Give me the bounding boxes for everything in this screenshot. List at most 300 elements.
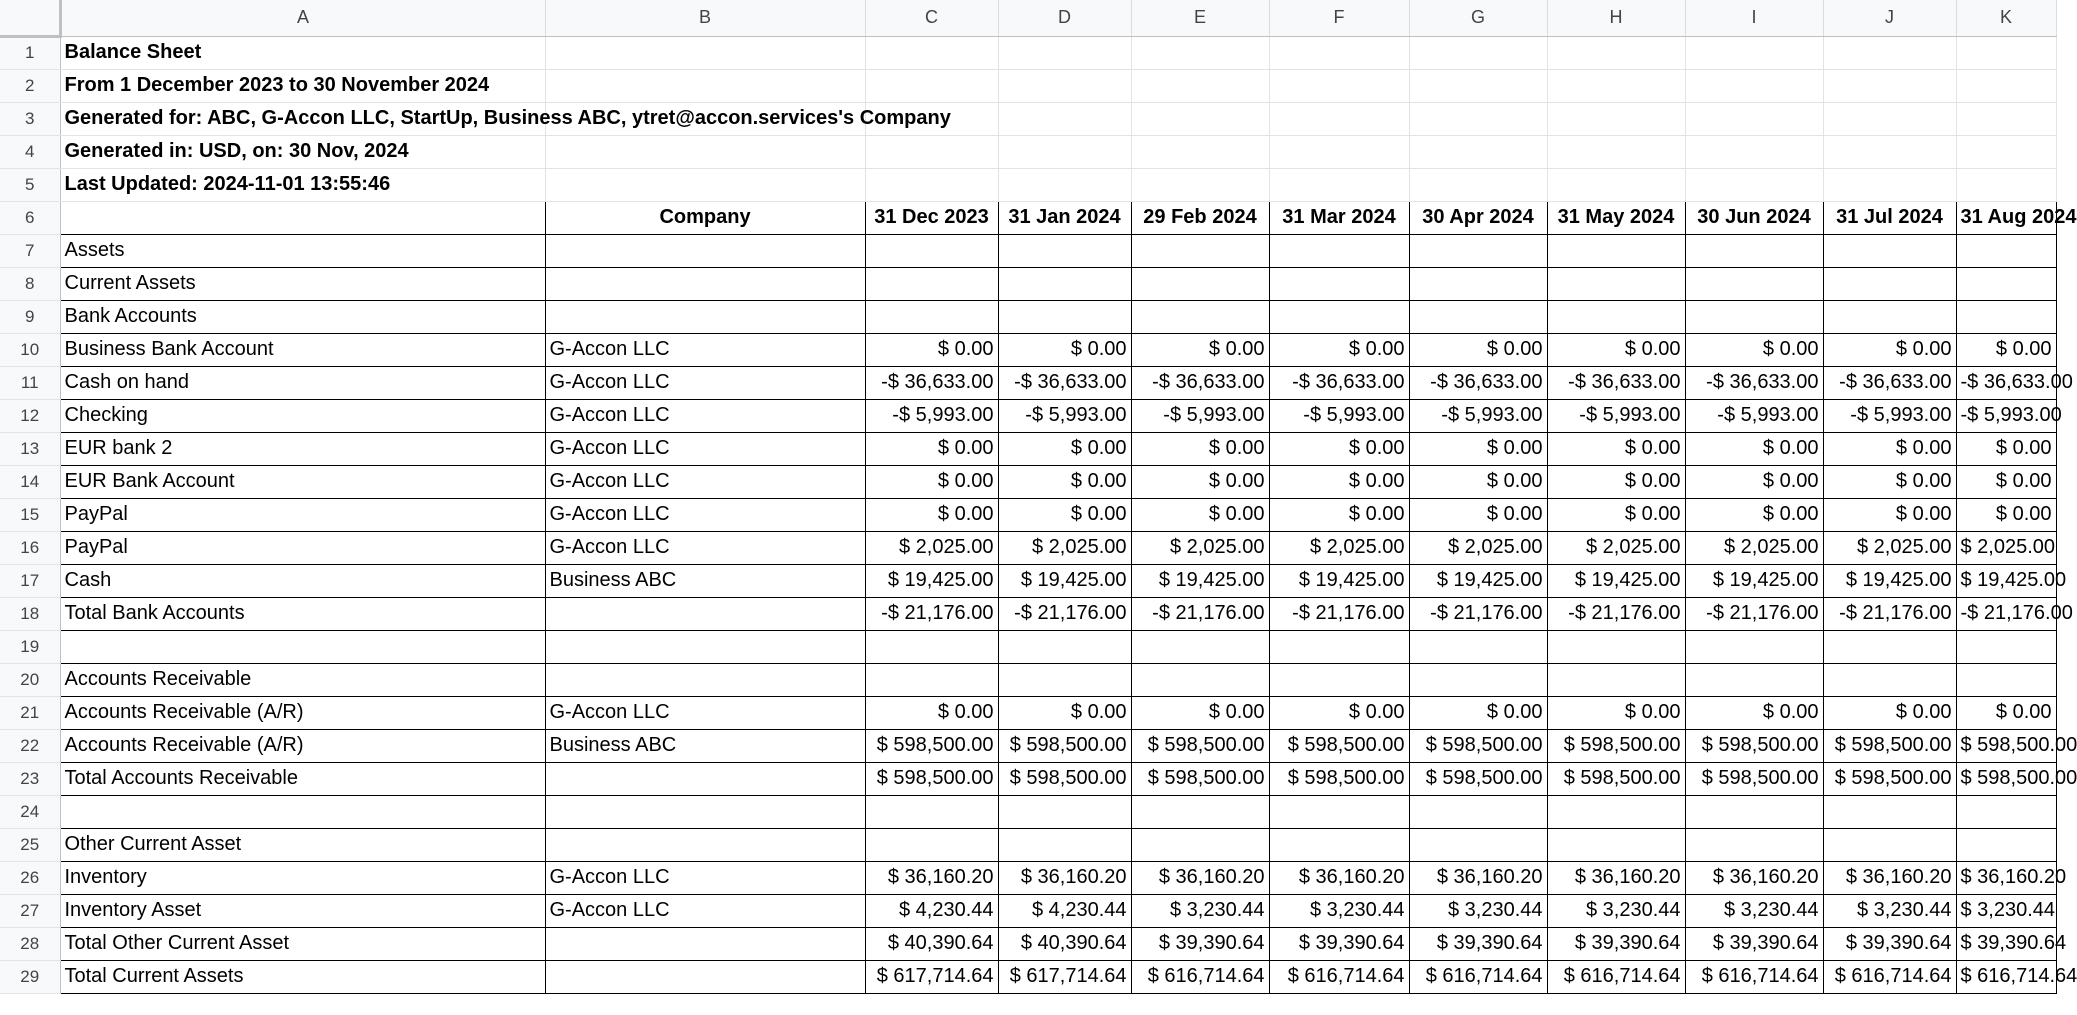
account-name-cell[interactable]: Accounts Receivable (A/R) xyxy=(60,696,545,729)
empty-cell[interactable] xyxy=(1409,102,1547,135)
amount-cell[interactable]: $ 0.00 xyxy=(1131,498,1269,531)
amount-cell[interactable] xyxy=(1547,795,1685,828)
account-name-cell[interactable]: PayPal xyxy=(60,531,545,564)
empty-cell[interactable] xyxy=(865,36,998,69)
amount-cell[interactable]: $ 2,025.00 xyxy=(1409,531,1547,564)
row-number[interactable]: 3 xyxy=(0,102,60,135)
amount-cell[interactable]: $ 598,500.00 xyxy=(1547,729,1685,762)
account-name-cell[interactable]: Accounts Receivable (A/R) xyxy=(60,729,545,762)
amount-cell[interactable] xyxy=(1269,267,1409,300)
company-cell[interactable] xyxy=(545,828,865,861)
amount-cell[interactable]: -$ 21,176.00 xyxy=(1685,597,1823,630)
amount-cell[interactable]: -$ 36,633.00 xyxy=(1131,366,1269,399)
amount-cell[interactable]: $ 19,425.00 xyxy=(998,564,1131,597)
amount-cell[interactable]: $ 616,714.64 xyxy=(1269,960,1409,993)
amount-cell[interactable]: $ 598,500.00 xyxy=(865,762,998,795)
amount-cell[interactable] xyxy=(1269,300,1409,333)
amount-cell[interactable]: $ 36,160.20 xyxy=(998,861,1131,894)
amount-cell[interactable] xyxy=(1956,630,2056,663)
amount-cell[interactable]: $ 36,160.20 xyxy=(1956,861,2056,894)
report-header-cell[interactable]: Last Updated: 2024-11-01 13:55:46 xyxy=(60,168,545,201)
row-number[interactable]: 14 xyxy=(0,465,60,498)
account-name-cell[interactable]: Cash xyxy=(60,564,545,597)
amount-cell[interactable]: $ 598,500.00 xyxy=(1956,729,2056,762)
amount-cell[interactable] xyxy=(1823,234,1956,267)
company-cell[interactable]: G-Accon LLC xyxy=(545,399,865,432)
amount-cell[interactable] xyxy=(1409,663,1547,696)
amount-cell[interactable] xyxy=(1956,663,2056,696)
amount-cell[interactable]: $ 616,714.64 xyxy=(1685,960,1823,993)
company-cell[interactable] xyxy=(545,663,865,696)
row-number[interactable]: 16 xyxy=(0,531,60,564)
company-cell[interactable] xyxy=(545,300,865,333)
amount-cell[interactable]: $ 0.00 xyxy=(1409,465,1547,498)
company-cell[interactable] xyxy=(545,795,865,828)
empty-cell[interactable] xyxy=(998,102,1131,135)
amount-cell[interactable]: -$ 36,633.00 xyxy=(865,366,998,399)
row-number[interactable]: 29 xyxy=(0,960,60,993)
amount-cell[interactable]: $ 4,230.44 xyxy=(865,894,998,927)
amount-cell[interactable]: $ 617,714.64 xyxy=(865,960,998,993)
account-name-cell[interactable]: PayPal xyxy=(60,498,545,531)
empty-cell[interactable] xyxy=(998,135,1131,168)
amount-cell[interactable]: $ 0.00 xyxy=(1956,498,2056,531)
header-cell-month[interactable]: 31 Jan 2024 xyxy=(998,201,1131,234)
empty-cell[interactable] xyxy=(1547,102,1685,135)
select-all-corner[interactable] xyxy=(0,0,60,36)
row-number[interactable]: 5 xyxy=(0,168,60,201)
amount-cell[interactable] xyxy=(865,267,998,300)
amount-cell[interactable]: $ 0.00 xyxy=(1409,432,1547,465)
row-number[interactable]: 13 xyxy=(0,432,60,465)
amount-cell[interactable]: -$ 36,633.00 xyxy=(998,366,1131,399)
amount-cell[interactable]: $ 598,500.00 xyxy=(1547,762,1685,795)
amount-cell[interactable]: $ 598,500.00 xyxy=(998,762,1131,795)
amount-cell[interactable]: $ 0.00 xyxy=(1547,333,1685,366)
empty-cell[interactable] xyxy=(1685,36,1823,69)
amount-cell[interactable]: $ 0.00 xyxy=(1547,465,1685,498)
amount-cell[interactable]: $ 19,425.00 xyxy=(1956,564,2056,597)
company-cell[interactable]: Business ABC xyxy=(545,729,865,762)
company-cell[interactable] xyxy=(545,960,865,993)
amount-cell[interactable] xyxy=(1956,300,2056,333)
header-cell-account[interactable] xyxy=(60,201,545,234)
amount-cell[interactable] xyxy=(1547,234,1685,267)
amount-cell[interactable]: $ 36,160.20 xyxy=(1409,861,1547,894)
empty-cell[interactable] xyxy=(1685,168,1823,201)
amount-cell[interactable]: $ 598,500.00 xyxy=(1131,762,1269,795)
empty-cell[interactable] xyxy=(998,69,1131,102)
header-cell-month[interactable]: 29 Feb 2024 xyxy=(1131,201,1269,234)
amount-cell[interactable]: $ 598,500.00 xyxy=(865,729,998,762)
amount-cell[interactable]: $ 0.00 xyxy=(1409,333,1547,366)
empty-cell[interactable] xyxy=(1823,135,1956,168)
empty-cell[interactable] xyxy=(1547,135,1685,168)
empty-cell[interactable] xyxy=(1269,69,1409,102)
row-number[interactable]: 19 xyxy=(0,630,60,663)
empty-cell[interactable] xyxy=(1956,102,2056,135)
company-cell[interactable]: G-Accon LLC xyxy=(545,498,865,531)
row-number[interactable]: 4 xyxy=(0,135,60,168)
account-name-cell[interactable]: Checking xyxy=(60,399,545,432)
amount-cell[interactable]: $ 0.00 xyxy=(1823,465,1956,498)
amount-cell[interactable] xyxy=(1685,630,1823,663)
amount-cell[interactable] xyxy=(1409,300,1547,333)
account-name-cell[interactable]: Current Assets xyxy=(60,267,545,300)
amount-cell[interactable] xyxy=(1131,267,1269,300)
row-number[interactable]: 11 xyxy=(0,366,60,399)
amount-cell[interactable]: $ 616,714.64 xyxy=(1823,960,1956,993)
row-number[interactable]: 2 xyxy=(0,69,60,102)
amount-cell[interactable] xyxy=(1269,795,1409,828)
row-number[interactable]: 20 xyxy=(0,663,60,696)
column-header-h[interactable]: H xyxy=(1547,0,1685,36)
amount-cell[interactable]: $ 0.00 xyxy=(865,333,998,366)
amount-cell[interactable]: $ 598,500.00 xyxy=(1409,729,1547,762)
amount-cell[interactable]: $ 0.00 xyxy=(1685,432,1823,465)
company-cell[interactable] xyxy=(545,597,865,630)
amount-cell[interactable] xyxy=(1823,630,1956,663)
empty-cell[interactable] xyxy=(1956,168,2056,201)
empty-cell[interactable] xyxy=(1823,168,1956,201)
amount-cell[interactable]: -$ 5,993.00 xyxy=(998,399,1131,432)
amount-cell[interactable]: $ 19,425.00 xyxy=(865,564,998,597)
amount-cell[interactable]: $ 616,714.64 xyxy=(1956,960,2056,993)
amount-cell[interactable] xyxy=(1131,795,1269,828)
empty-cell[interactable] xyxy=(1823,102,1956,135)
account-name-cell[interactable]: Accounts Receivable xyxy=(60,663,545,696)
amount-cell[interactable] xyxy=(1409,630,1547,663)
amount-cell[interactable] xyxy=(1685,663,1823,696)
company-cell[interactable]: Business ABC xyxy=(545,564,865,597)
row-number[interactable]: 7 xyxy=(0,234,60,267)
amount-cell[interactable]: $ 39,390.64 xyxy=(1823,927,1956,960)
empty-cell[interactable] xyxy=(1685,102,1823,135)
account-name-cell[interactable]: Other Current Asset xyxy=(60,828,545,861)
amount-cell[interactable]: $ 0.00 xyxy=(998,432,1131,465)
amount-cell[interactable]: $ 598,500.00 xyxy=(1131,729,1269,762)
column-header-a[interactable]: A xyxy=(60,0,545,36)
row-number[interactable]: 21 xyxy=(0,696,60,729)
empty-cell[interactable] xyxy=(1409,69,1547,102)
header-cell-month[interactable]: 31 Jul 2024 xyxy=(1823,201,1956,234)
header-cell-month[interactable]: 31 Dec 2023 xyxy=(865,201,998,234)
row-number[interactable]: 28 xyxy=(0,927,60,960)
company-cell[interactable]: G-Accon LLC xyxy=(545,465,865,498)
amount-cell[interactable]: $ 19,425.00 xyxy=(1409,564,1547,597)
amount-cell[interactable] xyxy=(1269,234,1409,267)
amount-cell[interactable]: $ 0.00 xyxy=(1547,432,1685,465)
amount-cell[interactable]: -$ 5,993.00 xyxy=(865,399,998,432)
amount-cell[interactable]: -$ 5,993.00 xyxy=(1131,399,1269,432)
amount-cell[interactable] xyxy=(865,663,998,696)
amount-cell[interactable] xyxy=(1685,300,1823,333)
empty-cell[interactable] xyxy=(1823,69,1956,102)
amount-cell[interactable]: $ 0.00 xyxy=(1685,498,1823,531)
amount-cell[interactable]: $ 0.00 xyxy=(865,696,998,729)
amount-cell[interactable] xyxy=(998,234,1131,267)
amount-cell[interactable]: $ 3,230.44 xyxy=(1823,894,1956,927)
amount-cell[interactable]: $ 2,025.00 xyxy=(1823,531,1956,564)
row-number[interactable]: 1 xyxy=(0,36,60,69)
amount-cell[interactable] xyxy=(865,795,998,828)
row-number[interactable]: 10 xyxy=(0,333,60,366)
amount-cell[interactable]: $ 0.00 xyxy=(865,432,998,465)
header-cell-month[interactable]: 30 Apr 2024 xyxy=(1409,201,1547,234)
amount-cell[interactable] xyxy=(1685,234,1823,267)
amount-cell[interactable]: $ 0.00 xyxy=(1823,696,1956,729)
amount-cell[interactable]: $ 39,390.64 xyxy=(1547,927,1685,960)
amount-cell[interactable]: $ 39,390.64 xyxy=(1131,927,1269,960)
amount-cell[interactable]: $ 36,160.20 xyxy=(1685,861,1823,894)
amount-cell[interactable]: $ 3,230.44 xyxy=(1956,894,2056,927)
empty-cell[interactable] xyxy=(1956,135,2056,168)
amount-cell[interactable]: $ 0.00 xyxy=(1823,432,1956,465)
account-name-cell[interactable]: EUR Bank Account xyxy=(60,465,545,498)
amount-cell[interactable] xyxy=(1131,630,1269,663)
report-header-cell[interactable]: Balance Sheet xyxy=(60,36,545,69)
account-name-cell[interactable]: Bank Accounts xyxy=(60,300,545,333)
amount-cell[interactable]: -$ 21,176.00 xyxy=(1956,597,2056,630)
amount-cell[interactable] xyxy=(865,300,998,333)
amount-cell[interactable] xyxy=(1547,630,1685,663)
account-name-cell[interactable]: Business Bank Account xyxy=(60,333,545,366)
empty-cell[interactable] xyxy=(1547,36,1685,69)
empty-cell[interactable] xyxy=(1131,36,1269,69)
amount-cell[interactable] xyxy=(1956,234,2056,267)
company-cell[interactable]: G-Accon LLC xyxy=(545,696,865,729)
amount-cell[interactable] xyxy=(1547,267,1685,300)
amount-cell[interactable]: -$ 5,993.00 xyxy=(1685,399,1823,432)
amount-cell[interactable]: $ 616,714.64 xyxy=(1547,960,1685,993)
amount-cell[interactable]: $ 0.00 xyxy=(998,696,1131,729)
header-cell-month[interactable]: 31 May 2024 xyxy=(1547,201,1685,234)
amount-cell[interactable]: $ 2,025.00 xyxy=(998,531,1131,564)
company-cell[interactable]: G-Accon LLC xyxy=(545,861,865,894)
amount-cell[interactable] xyxy=(998,300,1131,333)
report-header-cell[interactable]: Generated for: ABC, G-Accon LLC, StartUp, Business ABC, ytret@accon.services's Company xyxy=(60,102,545,135)
amount-cell[interactable] xyxy=(1823,663,1956,696)
amount-cell[interactable]: $ 19,425.00 xyxy=(1685,564,1823,597)
amount-cell[interactable]: $ 0.00 xyxy=(865,498,998,531)
amount-cell[interactable]: -$ 21,176.00 xyxy=(998,597,1131,630)
empty-cell[interactable] xyxy=(1269,135,1409,168)
amount-cell[interactable] xyxy=(1685,795,1823,828)
amount-cell[interactable]: $ 598,500.00 xyxy=(1685,729,1823,762)
amount-cell[interactable] xyxy=(865,234,998,267)
amount-cell[interactable]: $ 0.00 xyxy=(1269,498,1409,531)
empty-cell[interactable] xyxy=(1547,168,1685,201)
amount-cell[interactable]: $ 0.00 xyxy=(1547,696,1685,729)
row-number[interactable]: 23 xyxy=(0,762,60,795)
amount-cell[interactable]: $ 598,500.00 xyxy=(1269,729,1409,762)
empty-cell[interactable] xyxy=(998,36,1131,69)
amount-cell[interactable]: $ 0.00 xyxy=(998,465,1131,498)
amount-cell[interactable]: -$ 21,176.00 xyxy=(865,597,998,630)
row-number[interactable]: 26 xyxy=(0,861,60,894)
amount-cell[interactable] xyxy=(1409,828,1547,861)
empty-cell[interactable] xyxy=(1269,102,1409,135)
empty-cell[interactable] xyxy=(1823,36,1956,69)
company-cell[interactable]: G-Accon LLC xyxy=(545,366,865,399)
empty-cell[interactable] xyxy=(1131,102,1269,135)
row-number[interactable]: 15 xyxy=(0,498,60,531)
row-number[interactable]: 17 xyxy=(0,564,60,597)
amount-cell[interactable] xyxy=(1269,828,1409,861)
amount-cell[interactable]: $ 2,025.00 xyxy=(865,531,998,564)
amount-cell[interactable]: -$ 5,993.00 xyxy=(1823,399,1956,432)
amount-cell[interactable]: $ 598,500.00 xyxy=(1823,729,1956,762)
account-name-cell[interactable]: Assets xyxy=(60,234,545,267)
amount-cell[interactable]: $ 40,390.64 xyxy=(865,927,998,960)
empty-cell[interactable] xyxy=(998,168,1131,201)
amount-cell[interactable]: $ 0.00 xyxy=(1131,696,1269,729)
amount-cell[interactable]: -$ 21,176.00 xyxy=(1269,597,1409,630)
column-header-k[interactable]: K xyxy=(1956,0,2056,36)
amount-cell[interactable] xyxy=(1823,828,1956,861)
column-header-i[interactable]: I xyxy=(1685,0,1823,36)
row-number[interactable]: 24 xyxy=(0,795,60,828)
amount-cell[interactable]: -$ 36,633.00 xyxy=(1409,366,1547,399)
amount-cell[interactable]: $ 3,230.44 xyxy=(1269,894,1409,927)
amount-cell[interactable]: $ 0.00 xyxy=(1409,696,1547,729)
empty-cell[interactable] xyxy=(1547,69,1685,102)
amount-cell[interactable]: $ 0.00 xyxy=(1131,465,1269,498)
amount-cell[interactable]: $ 3,230.44 xyxy=(1131,894,1269,927)
amount-cell[interactable]: $ 19,425.00 xyxy=(1823,564,1956,597)
company-cell[interactable] xyxy=(545,630,865,663)
amount-cell[interactable]: $ 0.00 xyxy=(1956,465,2056,498)
header-cell-month[interactable]: 31 Mar 2024 xyxy=(1269,201,1409,234)
report-header-cell[interactable]: From 1 December 2023 to 30 November 2024 xyxy=(60,69,545,102)
amount-cell[interactable]: -$ 36,633.00 xyxy=(1823,366,1956,399)
empty-cell[interactable] xyxy=(1685,69,1823,102)
header-cell-company[interactable]: Company xyxy=(545,201,865,234)
amount-cell[interactable]: $ 0.00 xyxy=(1269,333,1409,366)
header-cell-month[interactable]: 30 Jun 2024 xyxy=(1685,201,1823,234)
report-header-cell[interactable]: Generated in: USD, on: 30 Nov, 2024 xyxy=(60,135,545,168)
row-number[interactable]: 25 xyxy=(0,828,60,861)
amount-cell[interactable]: -$ 5,993.00 xyxy=(1956,399,2056,432)
amount-cell[interactable]: $ 616,714.64 xyxy=(1131,960,1269,993)
empty-cell[interactable] xyxy=(865,135,998,168)
amount-cell[interactable] xyxy=(998,267,1131,300)
empty-cell[interactable] xyxy=(1409,135,1547,168)
amount-cell[interactable]: $ 39,390.64 xyxy=(1409,927,1547,960)
empty-cell[interactable] xyxy=(1131,135,1269,168)
amount-cell[interactable]: $ 36,160.20 xyxy=(865,861,998,894)
amount-cell[interactable] xyxy=(1685,267,1823,300)
row-number[interactable]: 9 xyxy=(0,300,60,333)
column-header-b[interactable]: B xyxy=(545,0,865,36)
amount-cell[interactable]: $ 19,425.00 xyxy=(1269,564,1409,597)
amount-cell[interactable] xyxy=(1131,828,1269,861)
account-name-cell[interactable]: Total Bank Accounts xyxy=(60,597,545,630)
amount-cell[interactable]: $ 0.00 xyxy=(1823,333,1956,366)
amount-cell[interactable]: $ 2,025.00 xyxy=(1131,531,1269,564)
amount-cell[interactable]: $ 39,390.64 xyxy=(1269,927,1409,960)
amount-cell[interactable] xyxy=(1685,828,1823,861)
amount-cell[interactable]: $ 598,500.00 xyxy=(1409,762,1547,795)
amount-cell[interactable]: $ 616,714.64 xyxy=(1409,960,1547,993)
account-name-cell[interactable]: Inventory Asset xyxy=(60,894,545,927)
amount-cell[interactable]: $ 19,425.00 xyxy=(1131,564,1269,597)
amount-cell[interactable]: -$ 36,633.00 xyxy=(1269,366,1409,399)
amount-cell[interactable]: $ 40,390.64 xyxy=(998,927,1131,960)
company-cell[interactable]: G-Accon LLC xyxy=(545,894,865,927)
empty-cell[interactable] xyxy=(545,36,865,69)
column-header-f[interactable]: F xyxy=(1269,0,1409,36)
amount-cell[interactable] xyxy=(1131,234,1269,267)
amount-cell[interactable] xyxy=(998,828,1131,861)
empty-cell[interactable] xyxy=(545,69,865,102)
account-name-cell[interactable]: Cash on hand xyxy=(60,366,545,399)
amount-cell[interactable]: $ 0.00 xyxy=(1956,333,2056,366)
amount-cell[interactable]: -$ 21,176.00 xyxy=(1823,597,1956,630)
amount-cell[interactable] xyxy=(1547,663,1685,696)
amount-cell[interactable]: $ 2,025.00 xyxy=(1685,531,1823,564)
amount-cell[interactable] xyxy=(1269,663,1409,696)
empty-cell[interactable] xyxy=(1685,135,1823,168)
empty-cell[interactable] xyxy=(1956,69,2056,102)
amount-cell[interactable] xyxy=(865,828,998,861)
account-name-cell[interactable] xyxy=(60,795,545,828)
amount-cell[interactable] xyxy=(1269,630,1409,663)
amount-cell[interactable] xyxy=(1823,300,1956,333)
row-number[interactable]: 22 xyxy=(0,729,60,762)
amount-cell[interactable]: $ 39,390.64 xyxy=(1685,927,1823,960)
column-header-j[interactable]: J xyxy=(1823,0,1956,36)
empty-cell[interactable] xyxy=(1131,69,1269,102)
amount-cell[interactable]: $ 0.00 xyxy=(998,333,1131,366)
amount-cell[interactable]: $ 36,160.20 xyxy=(1547,861,1685,894)
amount-cell[interactable]: $ 0.00 xyxy=(1269,432,1409,465)
amount-cell[interactable] xyxy=(1409,795,1547,828)
amount-cell[interactable]: $ 0.00 xyxy=(1409,498,1547,531)
amount-cell[interactable]: $ 0.00 xyxy=(1685,333,1823,366)
amount-cell[interactable]: $ 0.00 xyxy=(865,465,998,498)
account-name-cell[interactable]: Total Accounts Receivable xyxy=(60,762,545,795)
row-number[interactable]: 6 xyxy=(0,201,60,234)
amount-cell[interactable]: $ 0.00 xyxy=(1131,432,1269,465)
row-number[interactable]: 8 xyxy=(0,267,60,300)
amount-cell[interactable] xyxy=(865,630,998,663)
amount-cell[interactable]: $ 598,500.00 xyxy=(1269,762,1409,795)
empty-cell[interactable] xyxy=(1131,168,1269,201)
amount-cell[interactable]: -$ 5,993.00 xyxy=(1409,399,1547,432)
account-name-cell[interactable]: EUR bank 2 xyxy=(60,432,545,465)
empty-cell[interactable] xyxy=(1409,168,1547,201)
amount-cell[interactable] xyxy=(1409,234,1547,267)
amount-cell[interactable] xyxy=(1956,828,2056,861)
amount-cell[interactable]: $ 36,160.20 xyxy=(1131,861,1269,894)
amount-cell[interactable]: $ 0.00 xyxy=(998,498,1131,531)
amount-cell[interactable]: $ 598,500.00 xyxy=(1956,762,2056,795)
amount-cell[interactable]: -$ 5,993.00 xyxy=(1269,399,1409,432)
company-cell[interactable]: G-Accon LLC xyxy=(545,333,865,366)
company-cell[interactable]: G-Accon LLC xyxy=(545,432,865,465)
empty-cell[interactable] xyxy=(545,135,865,168)
empty-cell[interactable] xyxy=(1956,36,2056,69)
amount-cell[interactable]: $ 0.00 xyxy=(1823,498,1956,531)
company-cell[interactable] xyxy=(545,762,865,795)
row-number[interactable]: 18 xyxy=(0,597,60,630)
amount-cell[interactable]: $ 2,025.00 xyxy=(1956,531,2056,564)
amount-cell[interactable]: $ 598,500.00 xyxy=(998,729,1131,762)
amount-cell[interactable]: -$ 36,633.00 xyxy=(1547,366,1685,399)
empty-cell[interactable] xyxy=(545,168,865,201)
amount-cell[interactable]: $ 39,390.64 xyxy=(1956,927,2056,960)
